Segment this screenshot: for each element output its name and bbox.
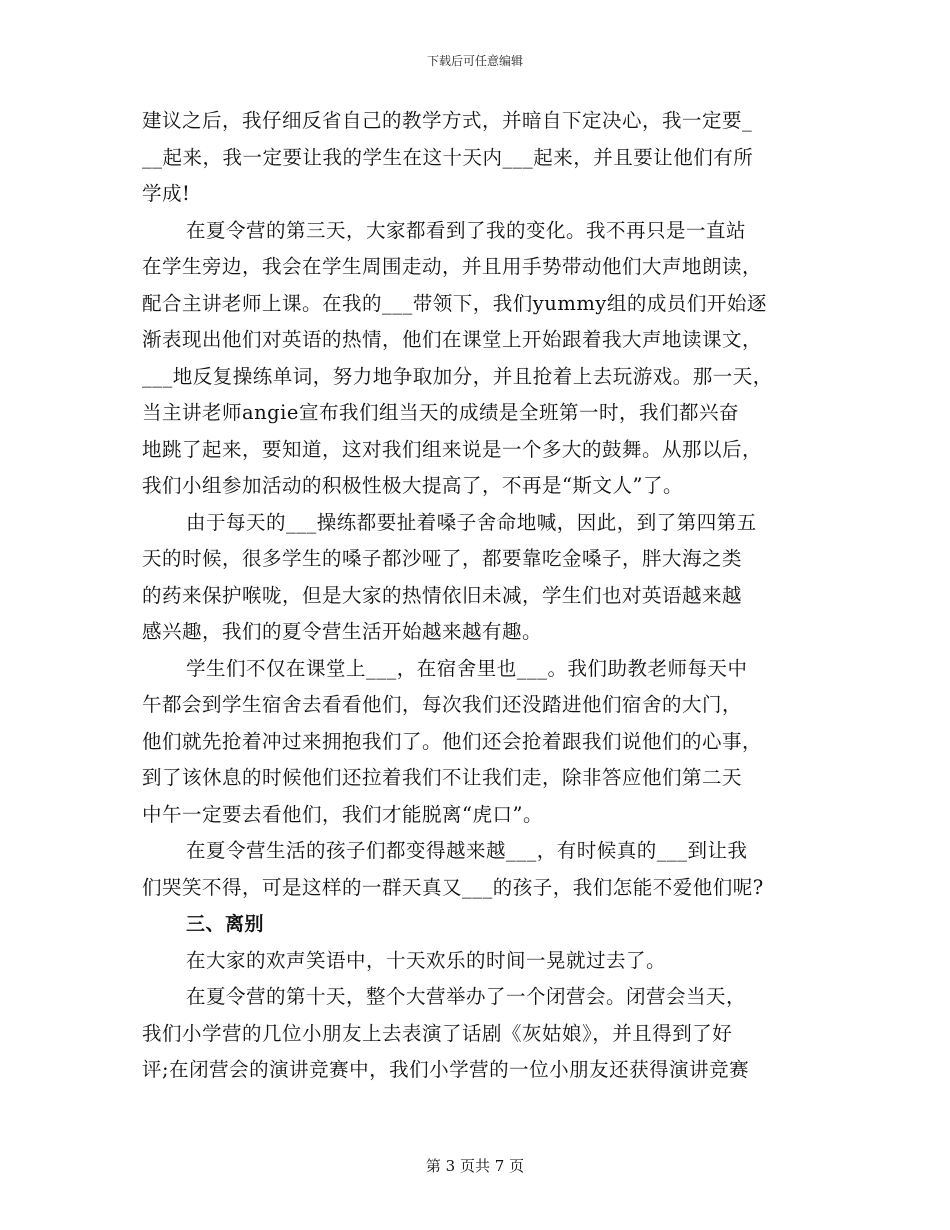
text-line: 天的时候，很多学生的嗓子都沙哑了，都要靠吃金嗓子，胖大海之类 (142, 547, 743, 570)
text-line: 建议之后，我仔细反省自己的教学方式，并暗自下定决心，我一定要_ (142, 109, 753, 132)
text-line: 学生们不仅在课堂上___，在宿舍里也___。我们助教老师每天中 (186, 656, 748, 680)
text-line: 在夏令营生活的孩子们都变得越来越___，有时候真的___到让我 (186, 839, 748, 862)
text-line: 评;在闭营会的演讲竞赛中，我们小学营的一位小朋友还获得演讲竞赛 (142, 1058, 750, 1081)
text-line: 当主讲老师angie宣布我们组当天的成绩是全班第一时，我们都兴奋 (142, 401, 739, 424)
text-line: 他们就先抢着冲过来拥抱我们了。他们还会抢着跟我们说他们的心事， (142, 729, 763, 753)
text-line: ___地反复操练单词，努力地争取加分，并且抢着上去玩游戏。那一天， (142, 364, 773, 388)
text-line: 在大家的欢声笑语中，十天欢乐的时间一晃就过去了。 (186, 948, 667, 972)
document-body (142, 103, 807, 1089)
text-line: 在学生旁边，我会在学生周围走动，并且用手势带动他们大声地朗读， (142, 255, 763, 278)
text-line: 渐表现出他们对英语的热情，他们在课堂上开始跟着我大声地读课文， (142, 328, 763, 351)
section-heading: 三、离别 (186, 913, 265, 935)
text-line: 午都会到学生宿舍去看看他们，每次我们还没踏进他们宿舍的大门， (142, 693, 743, 716)
text-line: 由于每天的___操练都要扯着嗓子舍命地喊，因此，到了第四第五 (186, 510, 757, 534)
text-line: 学成! (142, 182, 191, 205)
page-header: 下载后可任意编辑 (426, 54, 523, 68)
text-line: 在夏令营的第十天，整个大营举办了一个闭营会。闭营会当天， (186, 985, 747, 1008)
text-line: 在夏令营的第三天，大家都看到了我的变化。我不再只是一直站 (186, 218, 747, 242)
text-line: 我们小组参加活动的积极性极大提高了，不再是“斯文人”了。 (142, 474, 683, 497)
text-line: 地跳了起来，要知道，这对我们组来说是一个多大的鼓舞。从那以后， (142, 437, 763, 461)
text-line: 我们小学营的几位小朋友上去表演了话剧《灰姑娘》，并且得到了好 (142, 1021, 733, 1045)
text-line: __起来，我一定要让我的学生在这十天内___起来，并且要让他们有所 (142, 145, 754, 169)
text-line: 的药来保护喉咙，但是大家的热情依旧未减，学生们也对英语越来越 (142, 583, 743, 607)
page-footer: 第 3 页共 7 页 (425, 1157, 525, 1175)
text-line: 们哭笑不得，可是这样的一群天真又___的孩子，我们怎能不爱他们呢? (142, 875, 764, 899)
text-line: 中午一定要去看他们，我们才能脱离“虎口”。 (142, 802, 543, 826)
text-line: 配合主讲老师上课。在我的___带领下，我们yummy组的成员们开始逐 (142, 291, 767, 315)
text-line: 到了该休息的时候他们还拉着我们不让我们走，除非答应他们第二天 (142, 766, 743, 789)
text-line: 感兴趣，我们的夏令营生活开始越来越有趣。 (142, 620, 543, 643)
